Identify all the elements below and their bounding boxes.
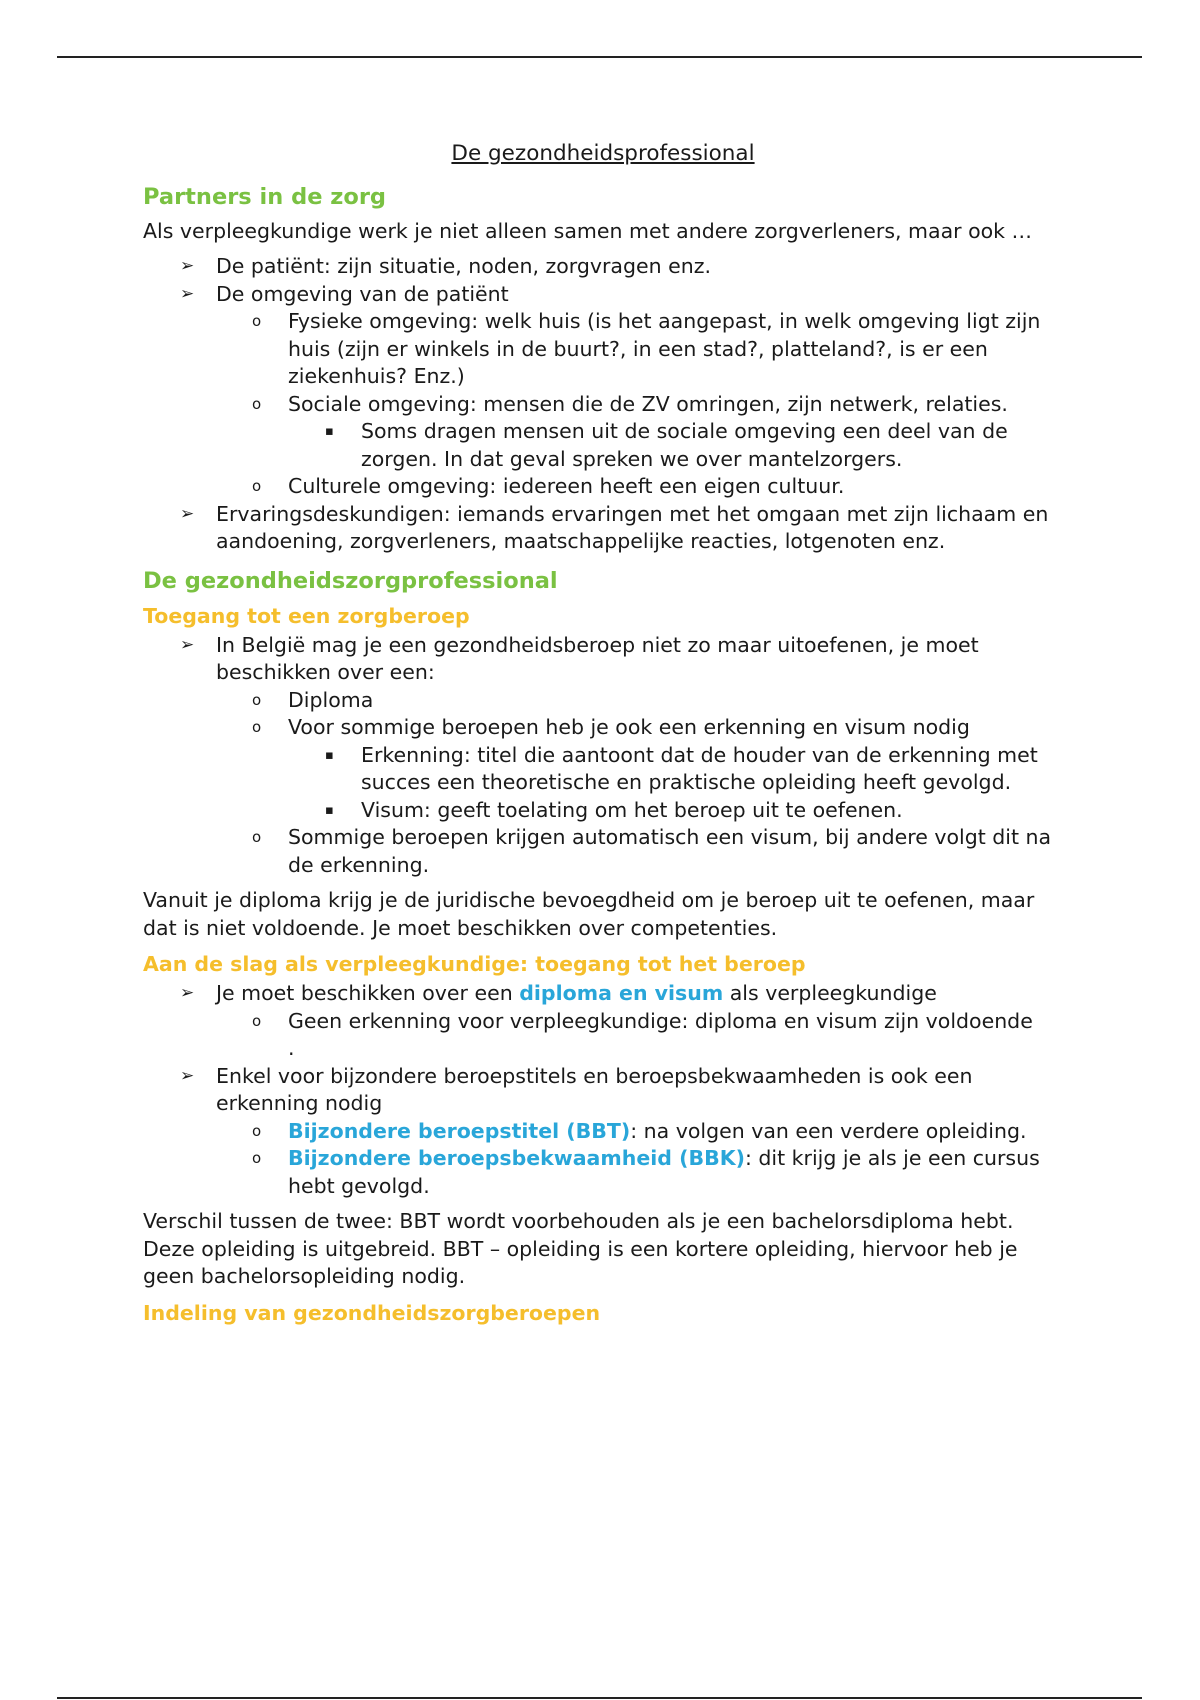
circle-bullet-icon: o (252, 477, 262, 495)
list-item: o Sommige beroepen krijgen automatisch een visum, bij andere volgt dit na de erkenning. (252, 825, 1052, 877)
circle-bullet-icon: o (252, 718, 262, 736)
list-item: ➢ Je moet beschikken over een diploma en visum als verpleegkundige (143, 980, 1063, 1008)
circle-bullet-icon: o (252, 312, 262, 330)
arrow-bullet-icon: ➢ (180, 283, 195, 304)
highlight-diploma-visum: diploma en visum (519, 981, 724, 1005)
list-item: ▪ Erkenning: titel die aantoont dat de houder van de erkenning met succes een theoretische en praktische opleiding heeft gevolgd. (325, 742, 1038, 794)
circle-bullet-icon: o (252, 690, 262, 709)
paragraph-verschil: Verschil tussen de twee: BBT wordt voorbehouden als je een bachelorsdiploma hebt. Deze opleiding is uitgebreid. BBT – opleiding is een kortere opleiding, hiervoor heb je geen bachelorsopleiding nodig. (143, 1209, 1018, 1288)
list-item: o Bijzondere beroepstitel (BBT): na volgen van een verdere opleiding. (143, 1118, 1063, 1146)
subheading-aan-de-slag: Aan de slag als verpleegkundige: toegang tot het beroep (143, 952, 806, 976)
list-item: ➢ Enkel voor bijzondere beroepstitels en beroepsbekwaamheden is ook een erkenning nodig (180, 1063, 973, 1115)
arrow-bullet-icon: ➢ (180, 983, 195, 1003)
list-item: o Diploma (143, 687, 1063, 715)
list-item: ➢ Ervaringsdeskundigen: iemands ervaringen met het omgaan met zijn lichaam en aandoening, zorgverleners, maatschappelijke reacties, lotgenoten enz. (180, 501, 1049, 553)
square-bullet-icon: ▪ (325, 424, 334, 439)
circle-bullet-icon: o (252, 828, 262, 846)
highlight-bbk: Bijzondere beroepsbekwaamheid (BBK) (288, 1146, 745, 1170)
heading-gezondheidszorgprofessional: De gezondheidszorgprofessional (143, 567, 558, 594)
list-item: o Culturele omgeving: iedereen heeft een eigen cultuur. (143, 473, 1063, 501)
circle-bullet-icon: o (252, 1149, 262, 1167)
subheading-toegang: Toegang tot een zorgberoep (143, 603, 470, 628)
page-title: De gezondheidsprofessional (451, 141, 755, 166)
list-item: o Voor sommige beroepen heb je ook een erkenning en visum nodig (143, 714, 1063, 742)
heading-partners: Partners in de zorg (143, 183, 387, 210)
paragraph-competenties: Vanuit je diploma krijg je de juridische bevoegdheid om je beroep uit te oefenen, maar dat is niet voldoende. Je moet beschikken over competenties. (143, 888, 1035, 940)
list-item: ▪ Visum: geeft toelating om het beroep uit te oefenen. (143, 797, 1063, 825)
circle-bullet-icon: o (252, 394, 262, 413)
list-item: o Sociale omgeving: mensen die de ZV omringen, zijn netwerk, relaties. (143, 391, 1063, 419)
stray-dot-line: . (288, 1036, 295, 1060)
list-item: ➢ In België mag je een gezondheidsberoep niet zo maar uitoefenen, je moet beschikken over een: (180, 632, 979, 684)
list-item: o Fysieke omgeving: welk huis (is het aangepast, in welk omgeving ligt zijn huis (zijn er winkels in de buurt?, in een stad?, platteland?, is er een ziekenhuis? Enz.) (252, 309, 1041, 388)
document-page (143, 140, 1063, 1329)
arrow-bullet-icon: ➢ (180, 256, 195, 276)
square-bullet-icon: ▪ (325, 802, 334, 818)
intro-paragraph: Als verpleegkundige werk je niet alleen samen met andere zorgverleners, maar ook … (143, 218, 1033, 243)
circle-bullet-icon: o (252, 1121, 262, 1140)
footer-rule (57, 1697, 1142, 1699)
list-item: ▪ Soms dragen mensen uit de sociale omgeving een deel van de zorgen. In dat geval spreken we over mantelzorgers. (325, 419, 1008, 471)
subheading-indeling: Indeling van gezondheidszorgberoepen (143, 1300, 601, 1325)
arrow-bullet-icon: ➢ (180, 1065, 195, 1086)
list-item: o Bijzondere beroepsbekwaamheid (BBK): dit krijg je als je een cursus hebt gevolgd. (252, 1146, 1040, 1198)
list-item: ➢ De omgeving van de patiënt (143, 281, 1063, 309)
highlight-bbt: Bijzondere beroepstitel (BBT) (288, 1118, 631, 1143)
square-bullet-icon: ▪ (325, 747, 334, 763)
arrow-bullet-icon: ➢ (180, 634, 195, 655)
list-item: o Geen erkenning voor verpleegkundige: diploma en visum zijn voldoende (143, 1008, 1063, 1036)
arrow-bullet-icon: ➢ (180, 503, 195, 524)
header-rule (57, 56, 1142, 58)
circle-bullet-icon: o (252, 1011, 262, 1030)
list-item: ➢ De patiënt: zijn situatie, noden, zorgvragen enz. (143, 253, 1063, 281)
